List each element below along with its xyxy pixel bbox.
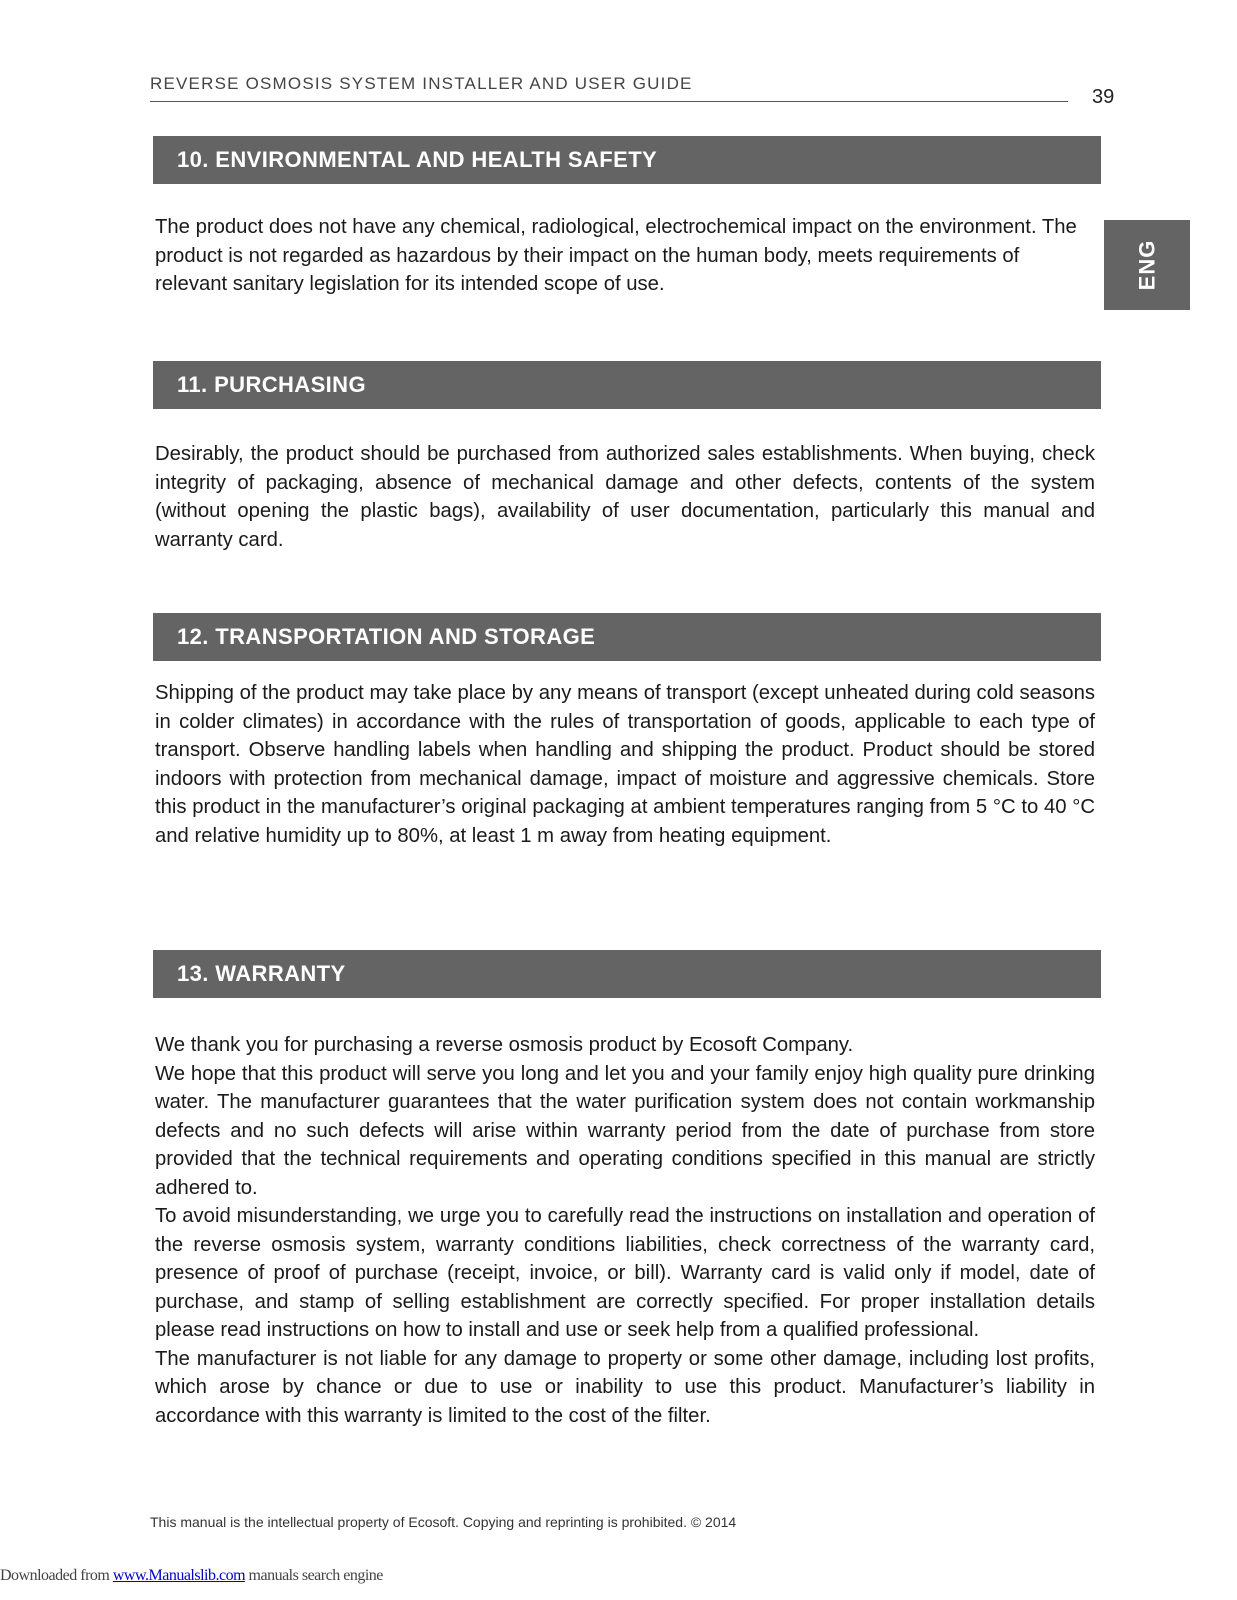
section-heading-purchasing: 11. PURCHASING (153, 361, 1101, 409)
copyright-notice: This manual is the intellectual property of Ecosoft. Copying and reprinting is prohibited. © 2014 (150, 1514, 737, 1530)
paragraph: The manufacturer is not liable for any damage to property or some other damage, including lost profits, which arose by chance or due to use or inability to use this product. Manufacturer’s liability in accordance with this warranty is limited to the cost of the filter. (155, 1347, 1095, 1427)
section-body-environmental-safety (155, 213, 1095, 299)
download-prefix: Downloaded from (0, 1567, 113, 1584)
section-body-purchasing (155, 440, 1095, 554)
section-heading-environmental-safety: 10. ENVIRONMENTAL AND HEALTH SAFETY (153, 136, 1101, 184)
section-heading-transportation-storage: 12. TRANSPORTATION AND STORAGE (153, 613, 1101, 661)
manualslib-link[interactable]: www.Manualslib.com (112, 1567, 246, 1584)
language-tab-label: ENG (1134, 239, 1159, 291)
download-suffix: manuals search engine (245, 1567, 383, 1584)
paragraph: Desirably, the product should be purchased from authorized sales establishments. When buying, check integrity of packaging, absence of mechanical damage and other defects, contents of the system (without opening the plastic bags), availability of user documentation, particularly this manual and warranty card. (155, 443, 1095, 551)
paragraph: We thank you for purchasing a reverse osmosis product by Ecosoft Company. (155, 1034, 854, 1056)
paragraph: To avoid misunderstanding, we urge you to carefully read the instructions on installation and operation of the reverse osmosis system, warranty conditions liabilities, check correctness of the warranty card, presence of proof of purchase (receipt, invoice, or bill). Warranty card is valid only if model, date of purchase, and stamp of selling establishment are correctly specified. For proper installation details please read instructions on how to install and use or seek help from a qualified professional. (155, 1205, 1095, 1341)
paragraph: The product does not have any chemical, radiological, electrochemical impact on the environment. The product is not regarded as hazardous by their impact on the human body, meets requirements of relevant sanitary legislation for its intended scope of use. (155, 216, 1077, 295)
page-number: 39 (1092, 86, 1115, 108)
running-header: REVERSE OSMOSIS SYSTEM INSTALLER AND USER GUIDE (150, 74, 693, 93)
header-rule (150, 101, 1068, 102)
language-tab (1104, 220, 1190, 310)
section-body-warranty (155, 1031, 1095, 1430)
section-body-transportation-storage (155, 679, 1095, 850)
section-heading-warranty: 13. WARRANTY (153, 950, 1101, 998)
paragraph: Shipping of the product may take place by any means of transport (except unheated during cold seasons in colder climates) in accordance with the rules of transportation of goods, applicable to each type of transport. Observe handling labels when handling and shipping the product. Product should be stored indoors with protection from mechanical damage, impact of moisture and aggressive chemicals. Store this product in the manufacturer’s original packaging at ambient temperatures ranging from 5 °C to 40 °C and relative humidity up to 80%, at least 1 m away from heating equipment. (155, 682, 1095, 847)
download-credit (0, 1567, 383, 1585)
paragraph: We hope that this product will serve you long and let you and your family enjoy high quality pure drinking water. The manufacturer guarantees that the water purification system does not contain workmanship defects and no such defects will arise within warranty period from the date of purchase from store provided that the technical requirements and operating conditions specified in this manual are strictly adhered to. (155, 1062, 1095, 1199)
